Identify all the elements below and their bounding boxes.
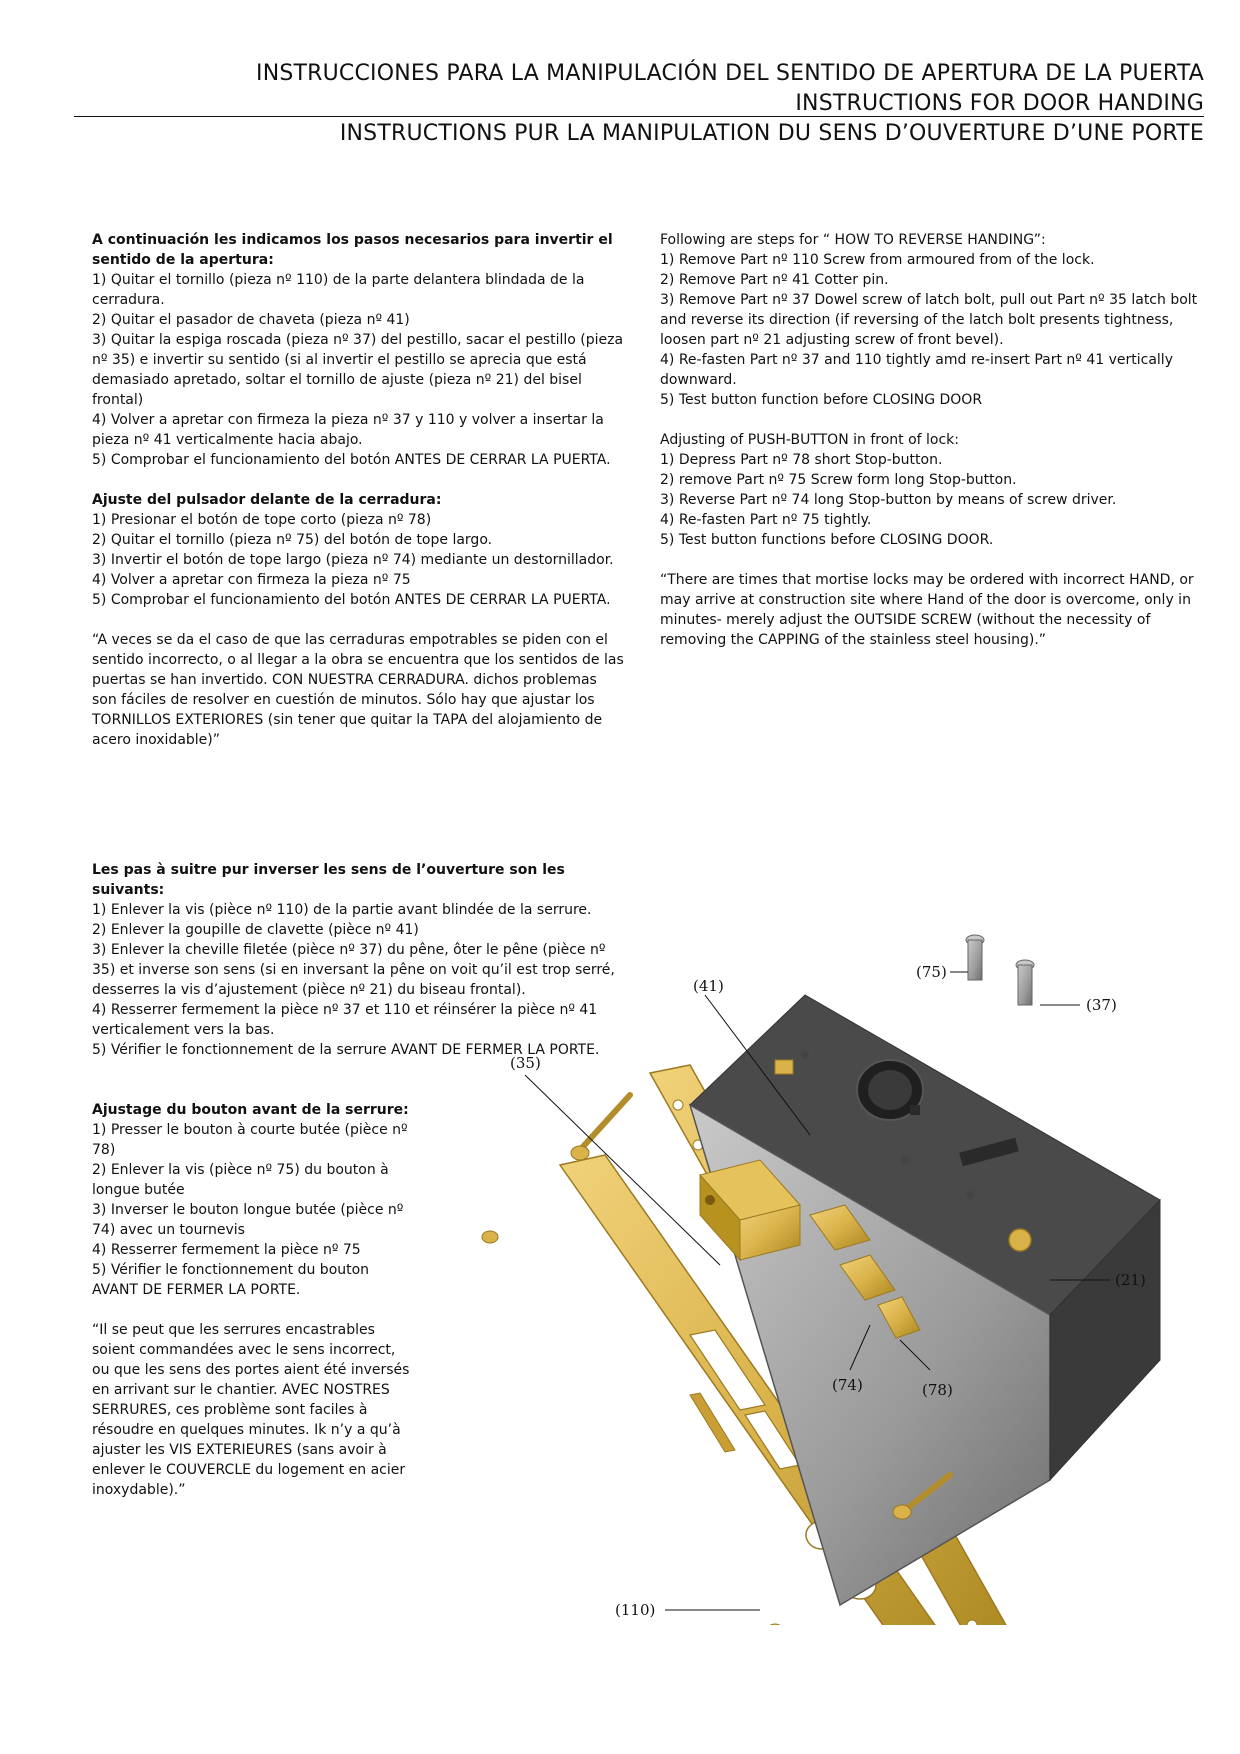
small-screw-110 [767,1624,783,1625]
spanish-button-heading: Ajuste del pulsador delante de la cerradura: [92,492,442,508]
english-step: 2) Remove Part nº 41 Cotter pin. [660,272,889,288]
english-button-step: 4) Re-fasten Part nº 75 tightly. [660,512,872,528]
english-step: 3) Remove Part nº 37 Dowel screw of latch bolt, pull out Part nº 35 latch bolt and reverse its direction (if reversing of the latch bolt presents tightness, loosen part nº 21 adjusting screw of front bevel). [660,292,1198,348]
english-heading: Following are steps for “ HOW TO REVERSE HANDING”: [660,232,1046,248]
spanish-button-step: 1) Presionar el botón de tope corto (pieza nº 78) [92,512,432,528]
french-step: 4) Resserrer fermement la pièce nº 37 et 110 et réinsérer la pièce nº 41 verticalement vers la bas. [92,1002,598,1038]
callout-74: (74) [832,1376,863,1394]
spanish-step: 2) Quitar el pasador de chaveta (pieza nº 41) [92,312,410,328]
mortise-lock-exploded-diagram [480,925,1220,1625]
english-step: 5) Test button function before CLOSING DOOR [660,392,983,408]
spanish-step: 3) Quitar la espiga roscada (pieza nº 37) del pestillo, sacar el pestillo (pieza nº 35) e invertir su sentido (si al invertir el pestillo se aprecia que está demasiado apretado, soltar el tornillo de ajuste (pieza nº 21) del bisel frontal) [92,332,624,408]
french-button-step: 4) Resserrer fermement la pièce nº 75 [92,1242,361,1258]
callout-21: (21) [1115,1271,1146,1289]
english-button-step: 3) Reverse Part nº 74 long Stop-button by means of screw driver. [660,492,1117,508]
spanish-quote: “A veces se da el caso de que las cerraduras empotrables se piden con el sentido incorrecto, o al llegar a la obra se encuentra que los sentidos de las puertas se han invertido. CON NUESTRA CERRADURA. dichos problemas son fáciles de resolver en cuestión de minutos. Sólo hay que ajustar los TORNILLOS EXTERIORES (sin tener que quitar la TAPA del alojamiento de acero inoxidable)” [92,632,624,748]
spanish-button-step: 2) Quitar el tornillo (pieza nº 75) del botón de tope largo. [92,532,493,548]
callout-75: (75) [916,963,947,981]
french-button-heading: Ajustage du bouton avant de la serrure: [92,1102,409,1118]
title-spanish: INSTRUCCIONES PARA LA MANIPULACIÓN DEL SENTIDO DE APERTURA DE LA PUERTA [256,61,1204,86]
callout-41: (41) [693,977,724,995]
french-step: 3) Enlever la cheville filetée (pièce nº 37) du pêne, ôter le pêne (pièce nº 35) et inverse son sens (si en inversant la pêne on voit qu’il est trop serré, desserres la vis d’ajustement (pièce nº 21) du biseau frontal). [92,942,615,998]
small-screw-left [482,1231,498,1243]
screw-75 [966,935,984,980]
english-instructions [660,230,1208,650]
french-button-step: 2) Enlever la vis (pièce nº 75) du bouton à longue butée [92,1162,389,1198]
french-step: 2) Enlever la goupille de clavette (pièce nº 41) [92,922,419,938]
english-button-step: 1) Depress Part nº 78 short Stop-button. [660,452,943,468]
callout-35: (35) [510,1054,541,1072]
french-step: 5) Vérifier le fonctionnement de la serrure AVANT DE FERMER LA PORTE. [92,1042,600,1058]
title-english: INSTRUCTIONS FOR DOOR HANDING [795,91,1204,116]
spanish-button-step: 5) Comprobar el funcionamiento del botón ANTES DE CERRAR LA PUERTA. [92,592,611,608]
wood-screw-upper [571,1095,630,1160]
english-step: 1) Remove Part nº 110 Screw from armoured from of the lock. [660,252,1095,268]
english-button-heading: Adjusting of PUSH-BUTTON in front of lock: [660,432,960,448]
spanish-step: 4) Volver a apretar con firmeza la pieza nº 37 y 110 y volver a insertar la pieza nº 41 verticalmente hacia abajo. [92,412,604,448]
spanish-heading: A continuación les indicamos los pasos necesarios para invertir el sentido de la apertura: [92,232,613,268]
english-button-step: 5) Test button functions before CLOSING DOOR. [660,532,994,548]
callout-37: (37) [1086,996,1117,1014]
english-button-step: 2) remove Part nº 75 Screw form long Stop-button. [660,472,1017,488]
french-button-instructions [92,1100,414,1500]
english-quote: “There are times that mortise locks may be ordered with incorrect HAND, or may arrive at construction site where Hand of the door is overcome, only in minutes- merely adjust the OUTSIDE SCREW (without the necessity of removing the CAPPING of the stainless steel housing).” [660,572,1194,648]
spanish-step: 5) Comprobar el funcionamiento del botón ANTES DE CERRAR LA PUERTA. [92,452,611,468]
spanish-step: 1) Quitar el tornillo (pieza nº 110) de la parte delantera blindada de la cerradura. [92,272,585,308]
spanish-instructions [92,230,624,750]
french-step: 1) Enlever la vis (pièce nº 110) de la partie avant blindée de la serrure. [92,902,592,918]
french-heading: Les pas à suitre pur inverser les sens de l’ouverture son les suivants: [92,862,565,898]
spanish-button-step: 3) Invertir el botón de tope largo (pieza nº 74) mediante un destornillador. [92,552,614,568]
french-button-step: 1) Presser le bouton à courte butée (pièce nº 78) [92,1122,408,1158]
lock-body [690,995,1160,1605]
callout-110: (110) [615,1601,656,1619]
spanish-button-step: 4) Volver a apretar con firmeza la pieza nº 75 [92,572,411,588]
french-button-step: 3) Inverser le bouton longue butée (pièce nº 74) avec un tournevis [92,1202,404,1238]
english-step: 4) Re-fasten Part nº 37 and 110 tightly amd re-insert Part nº 41 vertically downward. [660,352,1173,388]
screw-37 [1016,960,1034,1005]
french-quote: “Il se peut que les serrures encastrables soient commandées avec le sens incorrect, ou que les sens des portes aient été inversés en arrivant sur le chantier. AVEC NOSTRES SERRURES, ces problème sont faciles à résoudre en quelques minutes. Ik n’y a qu’à ajuster les VIS EXTERIEURES (sans avoir à enlever le COUVERCLE du logement en acier inoxydable).” [92,1322,410,1498]
callout-78: (78) [922,1381,953,1399]
title-french: INSTRUCTIONS PUR LA MANIPULATION DU SENS D’OUVERTURE D’UNE PORTE [339,121,1204,146]
french-button-step: 5) Vérifier le fonctionnement du bouton AVANT DE FERMER LA PORTE. [92,1262,370,1298]
